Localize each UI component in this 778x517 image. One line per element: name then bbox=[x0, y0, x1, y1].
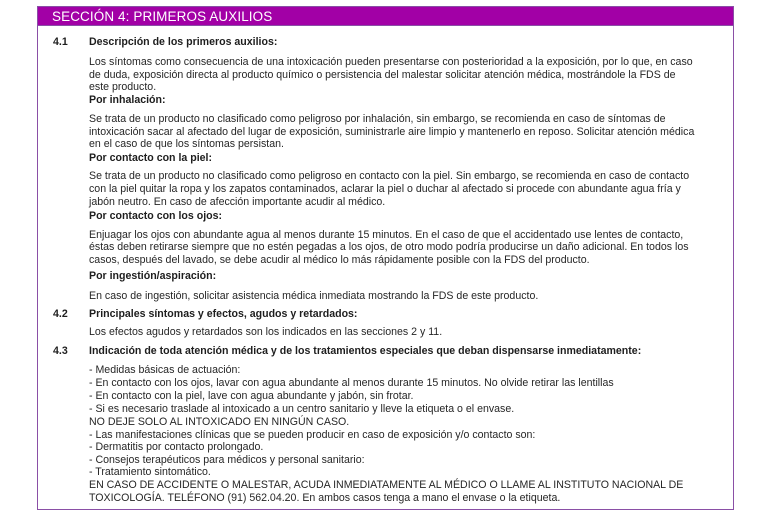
paragraph-line: Se trata de un producto no clasificado como peligroso por inhalación, sin embargo, se recomienda en caso de síntomas de bbox=[89, 113, 666, 125]
paragraph-line: Se trata de un producto no clasificado como peligroso en contacto con la piel. Sin embargo, se recomienda en caso de contacto bbox=[89, 170, 690, 182]
paragraph-line: con la piel quitar la ropa y los zapatos contaminados, aclarar la piel o duchar al afectado si procede con abundante agua fría y bbox=[89, 183, 681, 195]
paragraph-line: éstas deben retirarse siempre que no estén pegadas a los ojos, de otro modo podría producirse un daño adicional. En todos los bbox=[89, 241, 689, 253]
subsection-heading-4-2: Principales síntomas y efectos, agudos y retardados: bbox=[89, 308, 358, 320]
paragraph-line: jabón neutro. En caso de afección importante acudir al médico. bbox=[89, 195, 386, 208]
section-header: SECCIÓN 4: PRIMEROS AUXILIOS bbox=[37, 6, 734, 26]
paragraph-line: de duda, exposición directa al producto químico o persistencia del malestar solicitar atención médica, mostrándole la FDS de bbox=[89, 68, 676, 81]
warning-line: EN CASO DE ACCIDENTE O MALESTAR, ACUDA INMEDIATAMENTE AL MÉDICO O LLAME AL INSTITUTO NACIONAL DE bbox=[89, 479, 684, 491]
warning-line: NO DEJE SOLO AL INTOXICADO EN NINGÚN CASO. bbox=[89, 416, 350, 428]
paragraph-line: intoxicación sacar al afectado del lugar de exposición, suministrarle aire limpio y mantenerlo en reposo. Solicitar atención médica bbox=[89, 125, 695, 138]
list-line: - Consejos terapéuticos para médicos y personal sanitario: bbox=[89, 454, 365, 466]
paragraph-line: En caso de ingestión, solicitar asistencia médica inmediata mostrando la FDS de este producto. bbox=[89, 290, 539, 302]
subheading-inhalacion: Por inhalación: bbox=[89, 94, 166, 106]
list-line: - Tratamiento sintomático. bbox=[89, 466, 211, 478]
warning-line: TOXICOLOGÍA. TELÉFONO (91) 562.04.20. En ambos casos tenga a mano el envase o la etiqueta. bbox=[89, 492, 561, 504]
subsection-number-4-3: 4.3 bbox=[53, 345, 68, 357]
list-line: - En contacto con la piel, lave con agua abundante y jabón, sin frotar. bbox=[89, 390, 414, 402]
subheading-ojos: Por contacto con los ojos: bbox=[89, 210, 223, 222]
subsection-heading-4-3: Indicación de toda atención médica y de los tratamientos especiales que deban dispensarse inmediatamente: bbox=[89, 345, 642, 357]
list-line: - Dermatitis por contacto prolongado. bbox=[89, 441, 264, 453]
paragraph-line: en el caso de que los síntomas persistan. bbox=[89, 138, 284, 150]
paragraph-line: Enjuagar los ojos con abundante agua al menos durante 15 minutos. En el caso de que el accidentado use lentes de contacto, bbox=[89, 228, 684, 241]
paragraph-line: Los síntomas como consecuencia de una intoxicación pueden presentarse con posterioridad a la exposición, por lo que, en caso bbox=[89, 56, 693, 68]
list-line: - En contacto con los ojos, lavar con agua abundante al menos durante 15 minutos. No olvide retirar las lentillas bbox=[89, 377, 614, 389]
paragraph-line: casos, después del lavado, se debe acudir al médico lo más rápidamente posible con la FDS del producto. bbox=[89, 254, 590, 266]
subsection-number-4-2: 4.2 bbox=[53, 308, 68, 320]
list-line: - Si es necesario traslade al intoxicado a un centro sanitario y lleve la etiqueta o el envase. bbox=[89, 403, 515, 415]
paragraph-line: este producto. bbox=[89, 81, 157, 93]
subsection-heading-4-1: Descripción de los primeros auxilios: bbox=[89, 36, 278, 48]
subsection-number-4-1: 4.1 bbox=[53, 36, 68, 48]
list-line: - Medidas básicas de actuación: bbox=[89, 364, 241, 376]
paragraph-line: Los efectos agudos y retardados son los indicados en las secciones 2 y 11. bbox=[89, 326, 443, 338]
list-line: - Las manifestaciones clínicas que se pueden producir en caso de exposición y/o contacto son: bbox=[89, 429, 536, 441]
subheading-ingestion: Por ingestión/aspiración: bbox=[89, 270, 217, 282]
subheading-piel: Por contacto con la piel: bbox=[89, 152, 213, 164]
